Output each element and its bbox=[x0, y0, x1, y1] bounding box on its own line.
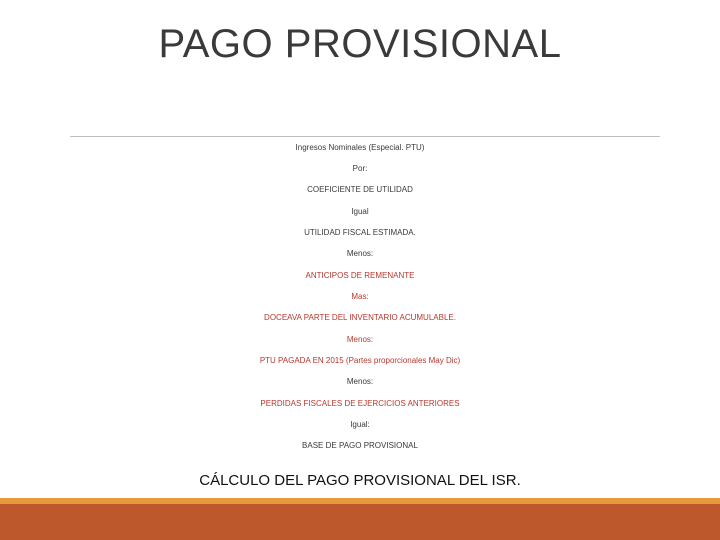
step-mas: Mas: bbox=[351, 292, 369, 302]
step-por: Por: bbox=[352, 164, 368, 174]
step-menos-1: Menos: bbox=[346, 249, 374, 259]
slide-title: PAGO PROVISIONAL bbox=[158, 22, 562, 66]
step-igual-final: Igual: bbox=[350, 420, 370, 430]
step-igual: Igual bbox=[351, 206, 369, 216]
footer-band bbox=[0, 504, 720, 540]
step-coeficiente-utilidad: COEFICIENTE DE UTILIDAD bbox=[307, 185, 413, 195]
slide-caption: CÁLCULO DEL PAGO PROVISIONAL DEL ISR. bbox=[199, 472, 521, 489]
step-utilidad-fiscal: UTILIDAD FISCAL ESTIMADA. bbox=[304, 228, 416, 238]
step-menos-3: Menos: bbox=[346, 377, 374, 387]
calculation-steps bbox=[0, 137, 720, 457]
step-doceava-parte: DOCEAVA PARTE DEL INVENTARIO ACUMULABLE. bbox=[264, 313, 456, 323]
step-menos-2: Menos: bbox=[346, 334, 374, 344]
step-perdidas-fiscales: PERDIDAS FISCALES DE EJERCICIOS ANTERIORES bbox=[260, 398, 460, 408]
step-ingresos-nominales: Ingresos Nominales (Especial. PTU) bbox=[295, 142, 425, 152]
step-anticipos: ANTICIPOS DE REMENANTE bbox=[305, 270, 415, 280]
step-ptu-pagada: PTU PAGADA EN 2015 (Partes proporcionales May Dic) bbox=[259, 356, 461, 366]
step-base-pago: BASE DE PAGO PROVISIONAL bbox=[302, 441, 418, 451]
